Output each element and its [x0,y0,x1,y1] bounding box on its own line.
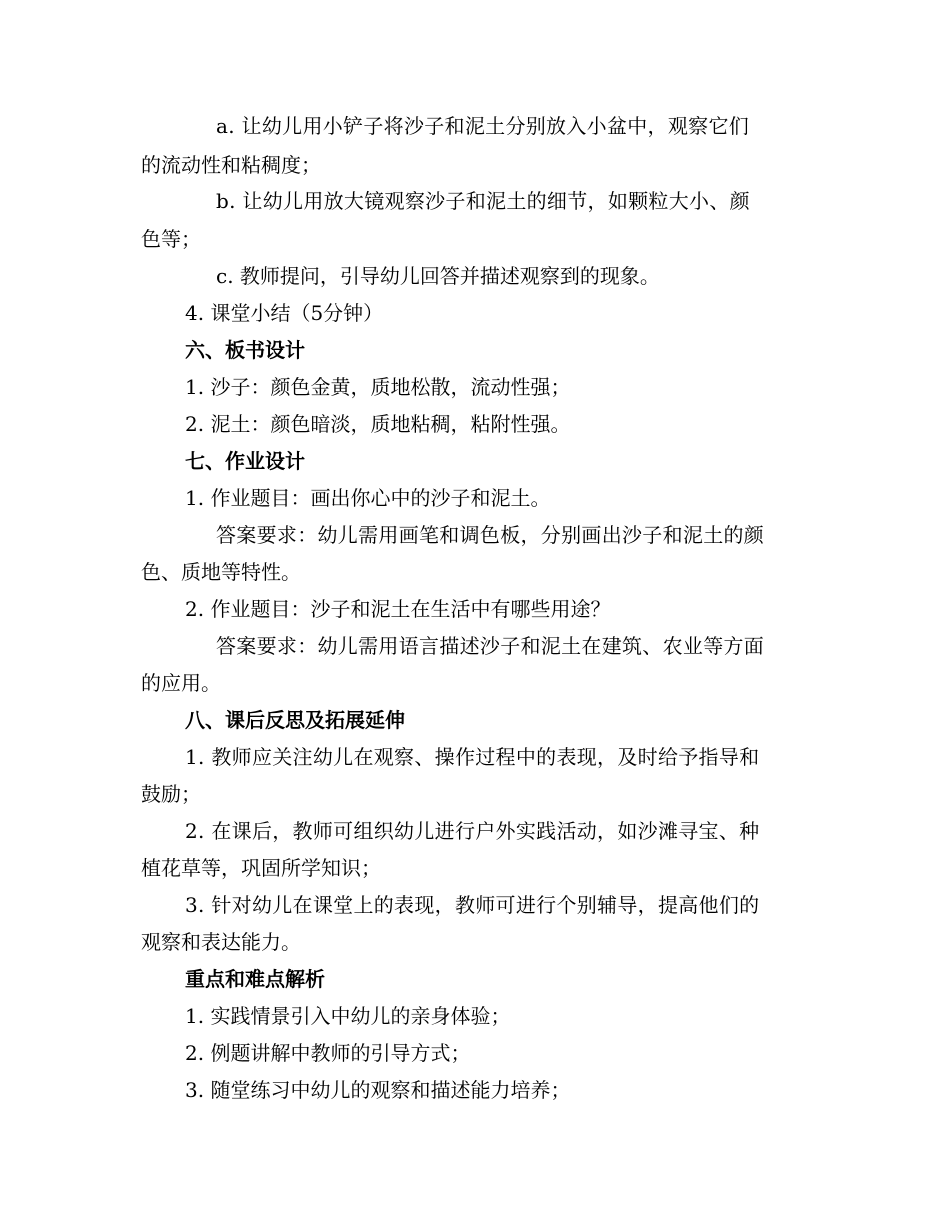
item-b-line1: b. 让幼儿用放大镜观察沙子和泥土的细节，如颗粒大小、颜 [216,189,750,213]
reflection-2-line1: 2. 在课后，教师可组织幼儿进行户外实践活动，如沙滩寻宝、种 [185,819,760,843]
section-six-heading: 六、板书设计 [185,338,305,362]
section-eight-heading: 八、课后反思及拓展延伸 [185,708,405,732]
section-six-item-2: 2. 泥土：颜色暗淡，质地粘稠，粘附性强。 [185,412,571,436]
hw1-question: 1. 作业题目：画出你心中的沙子和泥土。 [185,486,551,510]
item-c: c. 教师提问，引导幼儿回答并描述观察到的现象。 [216,264,660,288]
hw2-answer-line1: 答案要求：幼儿需用语言描述沙子和泥土在建筑、农业等方面 [216,634,765,658]
section-six-item-1: 1. 沙子：颜色金黄，质地松散，流动性强； [185,375,571,399]
item-a-line2: 的流动性和粘稠度； [141,153,321,177]
key-point-3: 3. 随堂练习中幼儿的观察和描述能力培养； [185,1078,571,1102]
key-point-1: 1. 实践情景引入中幼儿的亲身体验； [185,1004,511,1028]
item-b-line2: 色等； [141,227,201,251]
step-4: 4. 课堂小结（5分钟） [185,301,384,325]
key-points-heading: 重点和难点解析 [185,967,325,991]
key-point-2: 2. 例题讲解中教师的引导方式； [185,1041,471,1065]
reflection-2-line2: 植花草等，巩固所学知识； [141,856,381,880]
hw1-answer-line2: 色、质地等特性。 [141,560,301,584]
hw1-answer-line1: 答案要求：幼儿需用画笔和调色板，分别画出沙子和泥土的颜 [216,523,765,547]
item-a-line1: a. 让幼儿用小铲子将沙子和泥土分别放入小盆中，观察它们 [216,114,750,138]
reflection-1-line1: 1. 教师应关注幼儿在观察、操作过程中的表现，及时给予指导和 [185,745,760,769]
reflection-3-line2: 观察和表达能力。 [141,930,301,954]
reflection-3-line1: 3. 针对幼儿在课堂上的表现，教师可进行个别辅导，提高他们的 [185,893,760,917]
hw2-answer-line2: 的应用。 [141,671,221,695]
reflection-1-line2: 鼓励； [141,782,201,806]
hw2-question: 2. 作业题目：沙子和泥土在生活中有哪些用途？ [185,597,611,621]
section-seven-heading: 七、作业设计 [185,449,305,473]
